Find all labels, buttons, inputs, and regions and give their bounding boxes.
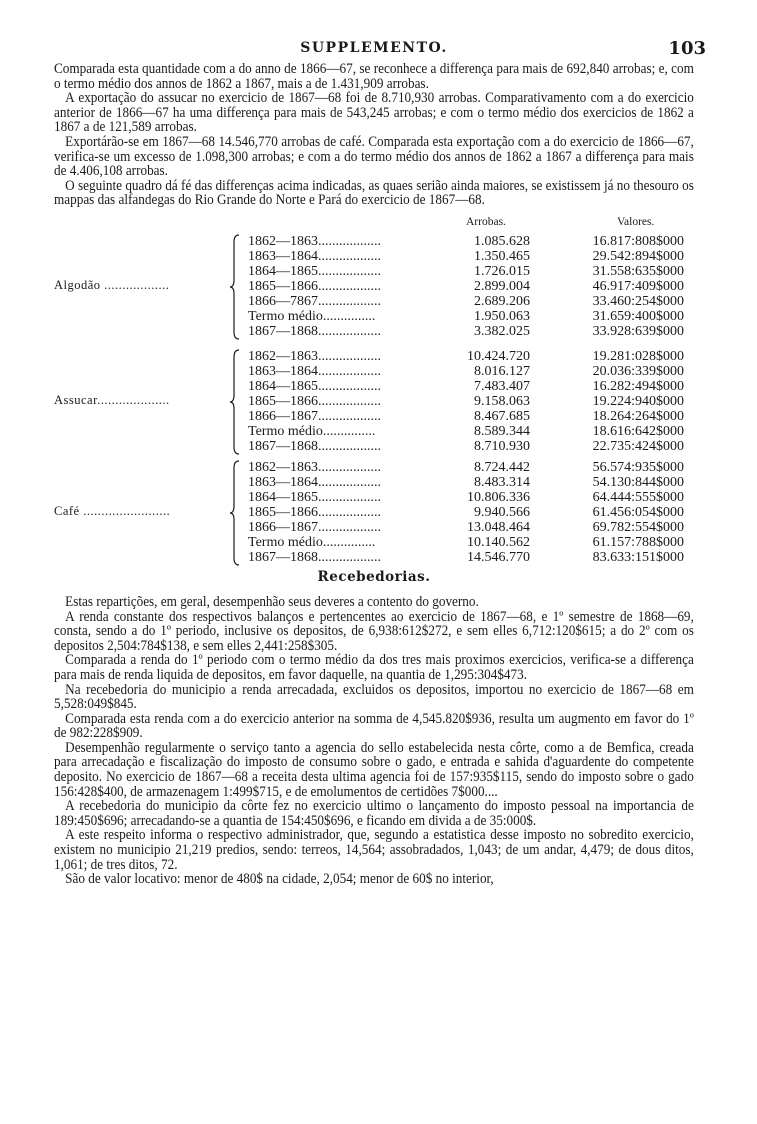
table-group	[54, 234, 694, 342]
cell-arrobas: 8.016.127	[474, 363, 530, 379]
paragraph: A renda constante dos respectivos balanços e pertencentes ao exercicio de 1867—68, e 1º semestre de 1868—69, consta, sendo a do 1º periodo, inclusive os depositos, de 6,938:612$272, e sem elles 6,712:120$615; a do 2º com os depositos 2,504:784$138, e sem elles 2,441:258$305.	[54, 608, 694, 654]
table-header	[54, 216, 694, 230]
cell-period: 1867—1868..................	[248, 323, 381, 339]
cell-period: 1864—1865..................	[248, 489, 381, 505]
cell-valores: 29.542:894$000	[592, 248, 684, 264]
cell-arrobas: 13.048.464	[467, 519, 530, 535]
document-page	[54, 38, 706, 888]
cell-valores: 33.460:254$000	[592, 293, 684, 309]
cell-period: 1867—1868..................	[248, 549, 381, 565]
table-group	[54, 460, 694, 568]
cell-valores: 22.735:424$000	[592, 438, 684, 454]
paragraph: Comparada esta quantidade com a do anno de 1866—67, se reconhece a differença para mais de 692,840 arrobas; e, com o termo médio dos annos de 1862 a 1867, mais a de 1.431,909 arrobas.	[54, 61, 694, 92]
page-number: 103	[668, 38, 706, 59]
cell-valores: 19.281:028$000	[592, 348, 684, 364]
cell-period: 1863—1864..................	[248, 363, 381, 379]
cell-valores: 64.444:555$000	[592, 489, 684, 505]
cell-valores: 61.456:054$000	[592, 504, 684, 520]
table-row	[54, 294, 694, 309]
table-row	[54, 505, 694, 520]
paragraph: São de valor locativo: menor de 480$ na cidade, 2,054; menor de 60$ no interior,	[65, 871, 494, 888]
table-row	[54, 349, 694, 364]
column-header-arrobas: Arrobas.	[466, 215, 506, 228]
cell-valores: 16.817:808$000	[592, 233, 684, 249]
paragraph: Exportárão-se em 1867—68 14.546,770 arrobas de café. Comparada esta exportação com a do exercicio de 1866—67, verifica-se um excesso de 1.098,300 arrobas; e com a do termo médio dos annos de 1862 a 1867 a differença para mais de 4.406,108 arrobas.	[54, 133, 694, 180]
cell-period: 1862—1863..................	[248, 348, 381, 364]
table-row	[54, 439, 694, 454]
cell-valores: 18.616:642$000	[592, 423, 684, 439]
cell-arrobas: 10.424.720	[467, 348, 530, 364]
paragraph: Estas repartições, em geral, desempenhão seus deveres a contento do governo.	[65, 593, 479, 610]
paragraph: Na recebedoria do municipio a renda arrecadada, excluidos os depositos, importou no exercicio de 1867—68 em 5,528:049$845.	[54, 681, 694, 713]
cell-period: 1863—1864..................	[248, 474, 381, 490]
table-row	[54, 409, 694, 424]
cell-period: 1865—1866..................	[248, 504, 381, 520]
cell-arrobas: 1.950.063	[474, 308, 530, 324]
cell-arrobas: 1.726.015	[474, 263, 530, 279]
table-row	[54, 460, 694, 475]
cell-arrobas: 14.546.770	[467, 549, 530, 565]
cell-period: 1866—7867..................	[248, 293, 381, 309]
table-row	[54, 264, 694, 279]
table-row	[54, 535, 694, 550]
cell-arrobas: 8.589.344	[474, 423, 530, 439]
cell-valores: 16.282:494$000	[592, 378, 684, 394]
cell-period: 1865—1866..................	[248, 278, 381, 294]
cell-valores: 18.264:264$000	[592, 408, 684, 424]
cell-arrobas: 3.382.025	[474, 323, 530, 339]
cell-arrobas: 1.085.628	[474, 233, 530, 249]
cell-arrobas: 9.940.566	[474, 504, 530, 520]
group-label: Assucar....................	[54, 392, 170, 407]
cell-arrobas: 8.483.314	[474, 474, 530, 490]
cell-arrobas: 8.467.685	[474, 408, 530, 424]
group-label: Café ........................	[54, 503, 171, 518]
cell-period: 1862—1863..................	[248, 459, 381, 475]
cell-valores: 54.130:844$000	[592, 474, 684, 490]
table-row	[54, 490, 694, 505]
paragraph: A recebedoria do municipio da côrte fez no exercicio ultimo o lançamento do imposto pessoal na importancia de 189:450$696; arrecadando-se a quantia de 154:450$696, e ficando em divida a de 35:000$.	[54, 798, 694, 829]
cell-arrobas: 7.483.407	[474, 378, 530, 394]
cell-valores: 31.558:635$000	[592, 263, 684, 279]
cell-valores: 20.036:339$000	[592, 363, 684, 379]
cell-period: 1862—1863..................	[248, 233, 381, 249]
paragraph: Comparada a renda do 1º periodo com o termo médio da dos tres mais proximos exercicios, verifica-se a differença para mais de renda liquida de depositos, em favor daquelle, na quantia de 1,295:304$473.	[54, 652, 694, 683]
cell-period: 1866—1867..................	[248, 408, 381, 424]
cell-valores: 19.224:940$000	[592, 393, 684, 409]
cell-arrobas: 2.899.004	[474, 278, 530, 294]
cell-arrobas: 10.806.336	[467, 489, 530, 505]
cell-valores: 61.157:788$000	[592, 534, 684, 550]
table-row	[54, 234, 694, 249]
table-row	[54, 309, 694, 324]
table-row	[54, 424, 694, 439]
section-title: Recebedorias.	[317, 568, 431, 585]
table-row	[54, 279, 694, 294]
section-text	[54, 595, 694, 887]
intro-text	[54, 62, 694, 208]
group-label: Algodão ..................	[54, 277, 170, 292]
cell-valores: 33.928:639$000	[592, 323, 684, 339]
table-group	[54, 349, 694, 457]
cell-valores: 83.633:151$000	[592, 549, 684, 565]
cell-arrobas: 2.689.206	[474, 293, 530, 309]
cell-period: 1866—1867..................	[248, 519, 381, 535]
table-row	[54, 475, 694, 490]
cell-arrobas: 8.724.442	[474, 459, 530, 475]
cell-valores: 56.574:935$000	[592, 459, 684, 475]
paragraph: Comparada esta renda com a do exercicio anterior na somma de 4,545.820$936, resulta um augmento em favor do 1º de 982:228$909.	[54, 710, 694, 742]
cell-period: 1865—1866..................	[248, 393, 381, 409]
cell-period: 1863—1864..................	[248, 248, 381, 264]
cell-period: 1864—1865..................	[248, 263, 381, 279]
running-head	[54, 38, 706, 62]
cell-arrobas: 8.710.930	[474, 438, 530, 454]
table-row	[54, 249, 694, 264]
table-row	[54, 520, 694, 535]
paragraph: A este respeito informa o respectivo administrador, que, segundo a estatistica desse imposto no sobredito exercicio, existem no municipio 21,219 predios, sendo: terreos, 14,564; assobradados, 1,043; de um andar, 4,479; de dous ditos, 1,061; de tres ditos, 72.	[54, 827, 694, 873]
paragraph: O seguinte quadro dá fé das differenças acima indicadas, as quaes serião ainda maiores, se existissem já no thesouro os mappas das alfandegas do Rio Grande do Norte e Pará do exercicio de 1867—68.	[54, 177, 694, 209]
cell-arrobas: 1.350.465	[474, 248, 530, 264]
cell-period: 1867—1868..................	[248, 438, 381, 454]
table-row	[54, 364, 694, 379]
cell-period: Termo médio...............	[248, 423, 376, 439]
export-table	[54, 216, 694, 563]
cell-arrobas: 9.158.063	[474, 393, 530, 409]
table-row	[54, 324, 694, 339]
table-row	[54, 550, 694, 565]
cell-arrobas: 10.140.562	[467, 534, 530, 550]
paragraph: A exportação do assucar no exercicio de 1867—68 foi de 8.710,930 arrobas. Comparativamento com a do exercicio anterior de 1866—67 ha uma differença para mais de 543,245 arrobas; e com o termo médio dos exercicios de 1862 a 1867 a de 121,589 arrobas.	[54, 90, 694, 136]
table-row	[54, 394, 694, 409]
cell-valores: 46.917:409$000	[592, 278, 684, 294]
cell-period: Termo médio...............	[248, 534, 376, 550]
cell-period: Termo médio...............	[248, 308, 376, 324]
cell-period: 1864—1865..................	[248, 378, 381, 394]
paragraph: Desempenhão regularmente o serviço tanto a agencia do sello estabelecida nesta côrte, como a de Bemfica, creada para arrecadação e fiscalização do imposto de consumo sobre o gado, e entrada e sahida d'aguardente do competente deposito. No exercicio de 1867—68 a receita desta ultima agencia foi de 157:935$115, sendo do imposto sobre o gado 156:428$400, de armazenagem 1:499$715, e de emolumentos de certidões 7$000....	[54, 739, 694, 800]
cell-valores: 31.659:400$000	[592, 308, 684, 324]
cell-valores: 69.782:554$000	[592, 519, 684, 535]
table-row	[54, 379, 694, 394]
running-title: SUPPLEMENTO.	[300, 40, 448, 56]
column-header-valores: Valores.	[617, 215, 655, 228]
